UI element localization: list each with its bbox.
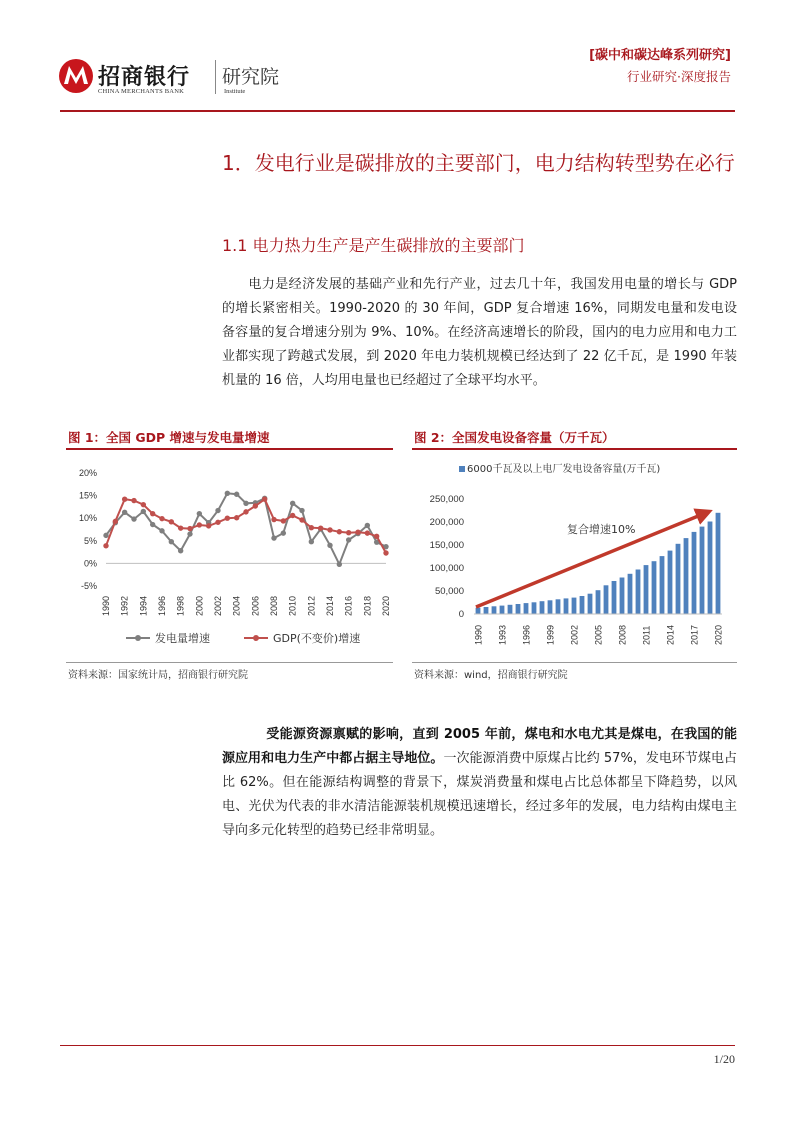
capacity-bar [492,606,497,614]
series-point-1 [197,511,202,516]
capacity-bar [516,604,521,614]
x-tick-label: 2005 [593,624,604,645]
capacity-bar [572,598,577,614]
series-point-2 [355,530,360,535]
x-tick-label: 2008 [269,595,279,616]
series-point-2 [141,502,146,507]
body-paragraph-2 [222,723,737,843]
legend-label: GDP(不变价)增速 [273,632,361,645]
capacity-bar [532,602,537,614]
institute-name-en: Institute [224,88,246,95]
x-tick-label: 2020 [381,595,391,616]
paragraph-2-lead: 受能源资源禀赋的影响，直到 2005 年前，煤电和水电尤其是煤电，在我国的能源应用和电力生产中都占据主导地位。 [222,727,737,766]
x-tick-label: 2016 [343,595,354,616]
x-tick-label: 2018 [362,595,373,616]
series-point-1 [122,510,127,515]
x-tick-label: 2004 [231,595,242,616]
brand-name-en: CHINA MERCHANTS BANK [98,88,184,95]
series-point-2 [243,509,248,514]
x-tick-label: 1994 [138,595,149,616]
capacity-bar [588,594,593,614]
capacity-bar [484,607,489,614]
body-paragraph-1 [222,273,737,393]
gdp-power-growth-chart [66,455,393,660]
series-point-2 [131,498,136,503]
capacity-bar [548,600,553,614]
x-tick-label: 1990 [473,624,484,645]
institute-name: 研究院 [222,66,280,88]
series-point-2 [281,518,286,523]
series-point-1 [234,492,239,497]
capacity-bar [660,556,665,614]
x-tick-label: 2000 [194,595,205,616]
y-tick-label: 0 [458,609,464,620]
series-point-2 [327,527,332,532]
series-point-2 [318,525,323,530]
x-tick-label: 2014 [665,624,676,645]
brand-name: 招商银行 [98,64,191,90]
series-point-1 [215,508,220,513]
series-point-2 [206,523,211,528]
capacity-bar [596,590,601,614]
x-tick-label: 2006 [250,595,261,616]
x-tick-label: 2011 [641,625,652,645]
figure-2-source-rule [412,662,737,663]
x-tick-label: 1993 [497,624,508,645]
capacity-bar [540,601,545,614]
x-tick-label: 2012 [306,595,317,616]
section-heading: 1．发电行业是碳排放的主要部门，电力结构转型势在必行 [222,151,735,175]
series-point-2 [299,517,304,522]
series-point-2 [225,516,230,521]
series-point-1 [178,548,183,553]
generating-capacity-chart [412,455,737,660]
series-point-2 [215,520,220,525]
x-tick-label: 2002 [569,624,580,645]
series-point-1 [187,531,192,536]
capacity-bar [636,570,641,615]
series-point-2 [159,516,164,521]
y-tick-label: 20% [78,468,97,478]
x-tick-label: 1996 [157,595,167,616]
page-number: 1/20 [713,1052,735,1066]
footer-divider [60,1045,735,1046]
series-point-2 [122,497,127,502]
series-point-2 [169,519,174,524]
capacity-bar [644,565,649,614]
header-divider [60,110,735,112]
y-tick-label: 200,000 [429,517,464,528]
capacity-bar [476,608,481,614]
legend-label: 6000千瓦及以上电厂发电设备容量(万千瓦) [467,464,661,475]
series-point-2 [103,543,108,548]
figure-1-source-rule [66,662,393,663]
capacity-bar [692,532,697,614]
series-point-1 [309,539,314,544]
series-point-2 [150,511,155,516]
x-tick-label: 1990 [101,595,111,616]
legend-swatch [459,466,465,472]
series-point-1 [365,523,370,528]
series-point-1 [346,537,351,542]
capacity-bar [524,603,529,614]
capacity-bar [668,551,673,614]
y-tick-label: 100,000 [429,563,464,574]
capacity-bar [716,513,721,614]
series-point-1 [243,501,248,506]
series-point-2 [178,525,183,530]
series-point-1 [159,528,164,533]
y-tick-label: 0% [83,558,97,569]
capacity-bar [612,581,617,614]
figure-1-source: 资料来源：国家统计局，招商银行研究院 [68,670,248,681]
series-point-2 [234,515,239,520]
growth-annotation: 复合增速10% [567,523,636,536]
figure-2-title: 图 2：全国发电设备容量（万千瓦） [414,430,615,445]
x-tick-label: 2008 [617,624,628,645]
series-point-2 [271,517,276,522]
series-point-2 [309,525,314,530]
series-point-1 [169,539,174,544]
subsection-heading: 1.1 电力热力生产是产生碳排放的主要部门 [222,236,525,255]
report-type: 行业研究·深度报告 [627,69,731,84]
x-tick-label: 2014 [325,595,335,616]
legend-marker-1 [135,635,141,641]
capacity-bar [564,598,569,614]
x-tick-label: 2020 [713,624,724,645]
capacity-bar [700,527,705,614]
figure-2-source: 资料来源：wind，招商银行研究院 [414,670,568,681]
legend-marker-2 [253,635,259,641]
figure-1-title-rule [66,448,393,450]
series-line-2 [106,499,386,553]
legend-label: 发电量增速 [155,632,210,645]
series-point-1 [271,535,276,540]
x-tick-label: 2017 [689,624,700,645]
series-point-2 [113,519,118,524]
series-point-1 [281,530,286,535]
capacity-bar [580,596,585,614]
series-point-2 [365,530,370,535]
series-tag: [碳中和碳达峰系列研究] [589,48,731,63]
figure-2-title-rule [412,448,737,450]
series-point-1 [299,508,304,513]
paragraph-1-text: 电力是经济发展的基础产业和先行产业，过去几十年，我国发用电量的增长与 GDP 的增长紧密相关。1990-2020 的 30 年间，GDP 复合增速 16%，同期发电量和发电设备容量的复合增速分别为 9%、10%。在经济高速增长的阶段，国内的电力应用和电力工业都实现了跨越式发展，到 2020 年电力装机规模已经达到了 22 亿千瓦，是 1990 年装机量的 16 倍，人均用电量也已经超过了全球平均水平。 [222,277,737,388]
series-point-2 [337,529,342,534]
capacity-bar [620,578,625,615]
capacity-bar [652,561,657,614]
y-tick-label: 5% [83,535,97,546]
x-tick-label: 1999 [545,624,556,645]
series-point-1 [150,522,155,527]
series-point-1 [103,533,108,538]
series-point-1 [327,543,332,548]
x-tick-label: 1998 [175,595,186,616]
y-tick-label: 250,000 [429,494,464,505]
series-point-2 [197,522,202,527]
y-tick-label: 150,000 [429,540,464,551]
capacity-bar [676,544,681,614]
series-point-2 [383,550,388,555]
series-point-1 [225,491,230,496]
x-tick-label: 1996 [521,624,532,645]
series-point-1 [141,509,146,514]
y-tick-label: -5% [80,581,97,591]
series-point-1 [290,501,295,506]
x-tick-label: 2002 [213,595,223,616]
capacity-bar [508,605,513,614]
capacity-bar [604,585,609,614]
logo-divider [215,60,216,94]
capacity-bar [684,538,689,614]
x-tick-label: 1992 [119,595,130,616]
series-point-2 [262,497,267,502]
y-tick-label: 10% [78,513,97,524]
series-point-1 [337,562,342,567]
series-point-2 [253,503,258,508]
capacity-bar [708,522,713,615]
bank-logo-icon [58,56,94,96]
y-tick-label: 50,000 [434,586,464,597]
series-point-1 [131,516,136,521]
series-point-2 [346,530,351,535]
capacity-bar [500,606,505,614]
paragraph-2-text: 一次能源消费中原煤占比约 57%，发电环节煤电占比 62%。但在能源结构调整的背景下，煤炭消费量和煤电占比总体都呈下降趋势，以风电、光伏为代表的非水清洁能源装机规模迅速增长，经过多年的发展，电力结构由煤电主导向多元化转型的趋势已经非常明显。 [222,751,737,838]
figure-1-title: 图 1：全国 GDP 增速与发电量增速 [68,430,270,445]
y-tick-label: 15% [78,490,97,501]
capacity-bar [556,599,561,614]
series-point-2 [187,526,192,531]
capacity-bar [628,574,633,614]
x-tick-label: 2010 [287,595,298,616]
series-point-2 [290,513,295,518]
series-point-2 [374,534,379,539]
